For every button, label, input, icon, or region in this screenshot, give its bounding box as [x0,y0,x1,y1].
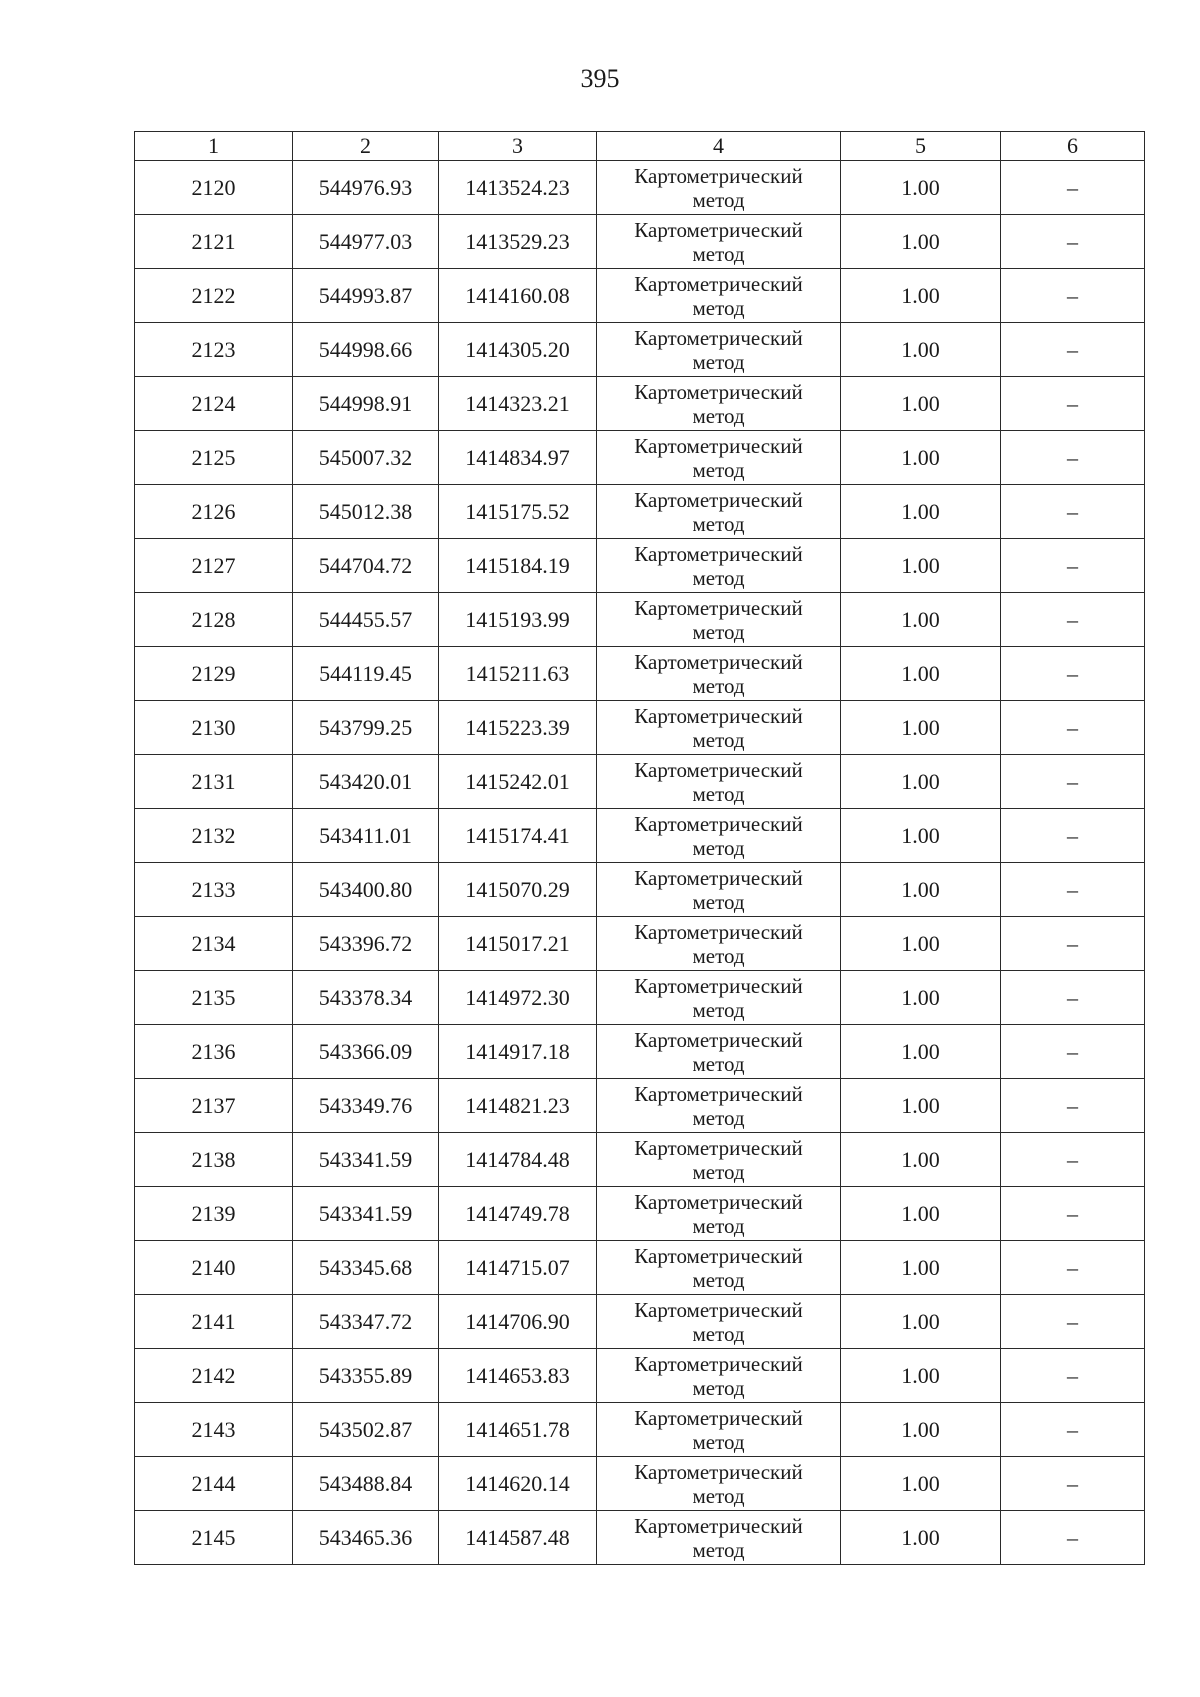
method-line-1: Картометрический [634,325,803,350]
table-row [135,431,1145,485]
method-line-2: метод [692,1375,745,1400]
x-coordinate-cell: 543355.89 [293,1349,439,1403]
method-cell [597,647,841,701]
note-cell: – [1001,1241,1145,1295]
method-line-1: Картометрический [634,1135,803,1160]
note-cell: – [1001,1133,1145,1187]
note-cell: – [1001,1079,1145,1133]
point-id-cell: 2135 [135,971,293,1025]
x-coordinate-cell: 545007.32 [293,431,439,485]
table-row [135,1025,1145,1079]
note-cell: – [1001,917,1145,971]
y-coordinate-cell: 1414834.97 [439,431,597,485]
method-cell [597,215,841,269]
method-line-1: Картометрический [634,217,803,242]
table-row [135,1187,1145,1241]
method-cell [597,269,841,323]
note-cell: – [1001,1403,1145,1457]
note-cell: – [1001,323,1145,377]
method-line-1: Картометрический [634,1405,803,1430]
table-row [135,1403,1145,1457]
method-line-2: метод [692,1483,745,1508]
accuracy-cell: 1.00 [841,269,1001,323]
table-row [135,593,1145,647]
table-row [135,701,1145,755]
method-line-2: метод [692,889,745,914]
note-cell: – [1001,377,1145,431]
method-line-1: Картометрический [634,1027,803,1052]
x-coordinate-cell: 543465.36 [293,1511,439,1565]
method-cell [597,1133,841,1187]
method-cell [597,755,841,809]
note-cell: – [1001,1025,1145,1079]
table-row [135,1241,1145,1295]
method-line-1: Картометрический [634,487,803,512]
point-id-cell: 2126 [135,485,293,539]
method-cell [597,1025,841,1079]
point-id-cell: 2137 [135,1079,293,1133]
accuracy-cell: 1.00 [841,971,1001,1025]
y-coordinate-cell: 1415070.29 [439,863,597,917]
method-line-2: метод [692,727,745,752]
note-cell: – [1001,1349,1145,1403]
note-cell: – [1001,593,1145,647]
y-coordinate-cell: 1415242.01 [439,755,597,809]
method-line-2: метод [692,349,745,374]
method-cell [597,863,841,917]
method-line-1: Картометрический [634,271,803,296]
method-line-2: метод [692,403,745,428]
method-line-1: Картометрический [634,757,803,782]
point-id-cell: 2144 [135,1457,293,1511]
method-cell [597,431,841,485]
method-line-1: Картометрический [634,1189,803,1214]
y-coordinate-cell: 1413524.23 [439,161,597,215]
method-line-1: Картометрический [634,1513,803,1538]
accuracy-cell: 1.00 [841,431,1001,485]
x-coordinate-cell: 543400.80 [293,863,439,917]
point-id-cell: 2143 [135,1403,293,1457]
header-col-2: 2 [293,132,439,161]
table-row [135,1349,1145,1403]
point-id-cell: 2130 [135,701,293,755]
table-row [135,1133,1145,1187]
accuracy-cell: 1.00 [841,1295,1001,1349]
note-cell: – [1001,1511,1145,1565]
method-cell [597,161,841,215]
method-cell [597,377,841,431]
table-row [135,1295,1145,1349]
method-cell [597,1187,841,1241]
accuracy-cell: 1.00 [841,485,1001,539]
x-coordinate-cell: 544455.57 [293,593,439,647]
accuracy-cell: 1.00 [841,809,1001,863]
table-row [135,809,1145,863]
method-line-1: Картометрический [634,703,803,728]
accuracy-cell: 1.00 [841,593,1001,647]
y-coordinate-cell: 1414917.18 [439,1025,597,1079]
y-coordinate-cell: 1414323.21 [439,377,597,431]
y-coordinate-cell: 1415175.52 [439,485,597,539]
y-coordinate-cell: 1415184.19 [439,539,597,593]
table-body [135,161,1145,1565]
point-id-cell: 2145 [135,1511,293,1565]
x-coordinate-cell: 545012.38 [293,485,439,539]
y-coordinate-cell: 1414651.78 [439,1403,597,1457]
method-line-2: метод [692,1159,745,1184]
x-coordinate-cell: 543396.72 [293,917,439,971]
method-line-1: Картометрический [634,595,803,620]
accuracy-cell: 1.00 [841,215,1001,269]
note-cell: – [1001,269,1145,323]
method-line-2: метод [692,1105,745,1130]
method-line-2: метод [692,1429,745,1454]
method-cell [597,809,841,863]
y-coordinate-cell: 1414305.20 [439,323,597,377]
table-row [135,269,1145,323]
accuracy-cell: 1.00 [841,1403,1001,1457]
x-coordinate-cell: 543341.59 [293,1133,439,1187]
accuracy-cell: 1.00 [841,161,1001,215]
y-coordinate-cell: 1414821.23 [439,1079,597,1133]
accuracy-cell: 1.00 [841,1187,1001,1241]
method-line-1: Картометрический [634,1459,803,1484]
method-line-1: Картометрический [634,649,803,674]
method-cell [597,701,841,755]
method-line-2: метод [692,1267,745,1292]
point-id-cell: 2122 [135,269,293,323]
point-id-cell: 2124 [135,377,293,431]
header-col-4: 4 [597,132,841,161]
note-cell: – [1001,161,1145,215]
method-line-1: Картометрический [634,433,803,458]
y-coordinate-cell: 1414160.08 [439,269,597,323]
note-cell: – [1001,647,1145,701]
accuracy-cell: 1.00 [841,1511,1001,1565]
method-line-2: метод [692,619,745,644]
header-col-1: 1 [135,132,293,161]
method-cell [597,1403,841,1457]
point-id-cell: 2141 [135,1295,293,1349]
table-header [135,132,1145,161]
method-line-2: метод [692,187,745,212]
table-row [135,863,1145,917]
x-coordinate-cell: 544998.66 [293,323,439,377]
note-cell: – [1001,863,1145,917]
y-coordinate-cell: 1414587.48 [439,1511,597,1565]
y-coordinate-cell: 1415174.41 [439,809,597,863]
method-line-2: метод [692,835,745,860]
y-coordinate-cell: 1413529.23 [439,215,597,269]
x-coordinate-cell: 544976.93 [293,161,439,215]
page-number: 395 [580,64,620,93]
table-row [135,971,1145,1025]
point-id-cell: 2133 [135,863,293,917]
table-row [135,917,1145,971]
table-row [135,485,1145,539]
method-line-2: метод [692,1213,745,1238]
point-id-cell: 2128 [135,593,293,647]
method-line-2: метод [692,1051,745,1076]
y-coordinate-cell: 1415193.99 [439,593,597,647]
accuracy-cell: 1.00 [841,863,1001,917]
method-line-2: метод [692,1537,745,1562]
point-id-cell: 2138 [135,1133,293,1187]
x-coordinate-cell: 544998.91 [293,377,439,431]
method-cell [597,917,841,971]
x-coordinate-cell: 543341.59 [293,1187,439,1241]
method-line-1: Картометрический [634,919,803,944]
y-coordinate-cell: 1414620.14 [439,1457,597,1511]
table-row [135,647,1145,701]
method-line-1: Картометрический [634,1081,803,1106]
method-line-2: метод [692,295,745,320]
method-line-2: метод [692,781,745,806]
y-coordinate-cell: 1414784.48 [439,1133,597,1187]
point-id-cell: 2139 [135,1187,293,1241]
point-id-cell: 2123 [135,323,293,377]
method-line-1: Картометрический [634,1351,803,1376]
y-coordinate-cell: 1414972.30 [439,971,597,1025]
table-row [135,215,1145,269]
accuracy-cell: 1.00 [841,377,1001,431]
header-row [135,132,1145,161]
y-coordinate-cell: 1414653.83 [439,1349,597,1403]
x-coordinate-cell: 543502.87 [293,1403,439,1457]
accuracy-cell: 1.00 [841,1457,1001,1511]
accuracy-cell: 1.00 [841,539,1001,593]
point-id-cell: 2140 [135,1241,293,1295]
method-cell [597,593,841,647]
x-coordinate-cell: 543420.01 [293,755,439,809]
y-coordinate-cell: 1414715.07 [439,1241,597,1295]
accuracy-cell: 1.00 [841,323,1001,377]
method-cell [597,1295,841,1349]
note-cell: – [1001,539,1145,593]
accuracy-cell: 1.00 [841,647,1001,701]
method-line-1: Картометрический [634,811,803,836]
point-id-cell: 2136 [135,1025,293,1079]
accuracy-cell: 1.00 [841,1349,1001,1403]
note-cell: – [1001,701,1145,755]
method-cell [597,971,841,1025]
x-coordinate-cell: 544993.87 [293,269,439,323]
table-row [135,755,1145,809]
accuracy-cell: 1.00 [841,701,1001,755]
x-coordinate-cell: 544977.03 [293,215,439,269]
method-line-1: Картометрический [634,1243,803,1268]
y-coordinate-cell: 1414706.90 [439,1295,597,1349]
method-line-1: Картометрический [634,163,803,188]
method-line-2: метод [692,241,745,266]
x-coordinate-cell: 543349.76 [293,1079,439,1133]
method-line-1: Картометрический [634,865,803,890]
note-cell: – [1001,755,1145,809]
method-line-1: Картометрический [634,379,803,404]
header-col-3: 3 [439,132,597,161]
method-cell [597,485,841,539]
x-coordinate-cell: 543366.09 [293,1025,439,1079]
x-coordinate-cell: 544704.72 [293,539,439,593]
note-cell: – [1001,431,1145,485]
note-cell: – [1001,1295,1145,1349]
table-row [135,1511,1145,1565]
point-id-cell: 2142 [135,1349,293,1403]
point-id-cell: 2120 [135,161,293,215]
table-row [135,323,1145,377]
method-line-2: метод [692,673,745,698]
note-cell: – [1001,971,1145,1025]
method-line-1: Картометрический [634,1297,803,1322]
accuracy-cell: 1.00 [841,1079,1001,1133]
point-id-cell: 2132 [135,809,293,863]
method-line-2: метод [692,943,745,968]
point-id-cell: 2134 [135,917,293,971]
method-line-2: метод [692,1321,745,1346]
method-cell [597,539,841,593]
x-coordinate-cell: 544119.45 [293,647,439,701]
note-cell: – [1001,1187,1145,1241]
y-coordinate-cell: 1415017.21 [439,917,597,971]
table-row [135,1457,1145,1511]
header-col-6: 6 [1001,132,1145,161]
note-cell: – [1001,1457,1145,1511]
table-row [135,161,1145,215]
method-line-1: Картометрический [634,541,803,566]
table-row [135,1079,1145,1133]
point-id-cell: 2131 [135,755,293,809]
method-cell [597,323,841,377]
point-id-cell: 2129 [135,647,293,701]
note-cell: – [1001,215,1145,269]
point-id-cell: 2127 [135,539,293,593]
point-id-cell: 2125 [135,431,293,485]
method-cell [597,1511,841,1565]
x-coordinate-cell: 543488.84 [293,1457,439,1511]
table-row [135,539,1145,593]
accuracy-cell: 1.00 [841,755,1001,809]
point-id-cell: 2121 [135,215,293,269]
method-line-2: метод [692,511,745,536]
table-row [135,377,1145,431]
method-cell [597,1349,841,1403]
method-cell [597,1241,841,1295]
accuracy-cell: 1.00 [841,917,1001,971]
method-cell [597,1079,841,1133]
note-cell: – [1001,809,1145,863]
coordinates-table [134,131,1145,1565]
x-coordinate-cell: 543799.25 [293,701,439,755]
y-coordinate-cell: 1415223.39 [439,701,597,755]
note-cell: – [1001,485,1145,539]
method-line-2: метод [692,565,745,590]
y-coordinate-cell: 1414749.78 [439,1187,597,1241]
method-line-1: Картометрический [634,973,803,998]
method-cell [597,1457,841,1511]
accuracy-cell: 1.00 [841,1133,1001,1187]
x-coordinate-cell: 543411.01 [293,809,439,863]
x-coordinate-cell: 543347.72 [293,1295,439,1349]
accuracy-cell: 1.00 [841,1241,1001,1295]
x-coordinate-cell: 543378.34 [293,971,439,1025]
header-col-5: 5 [841,132,1001,161]
y-coordinate-cell: 1415211.63 [439,647,597,701]
x-coordinate-cell: 543345.68 [293,1241,439,1295]
method-line-2: метод [692,997,745,1022]
method-line-2: метод [692,457,745,482]
accuracy-cell: 1.00 [841,1025,1001,1079]
